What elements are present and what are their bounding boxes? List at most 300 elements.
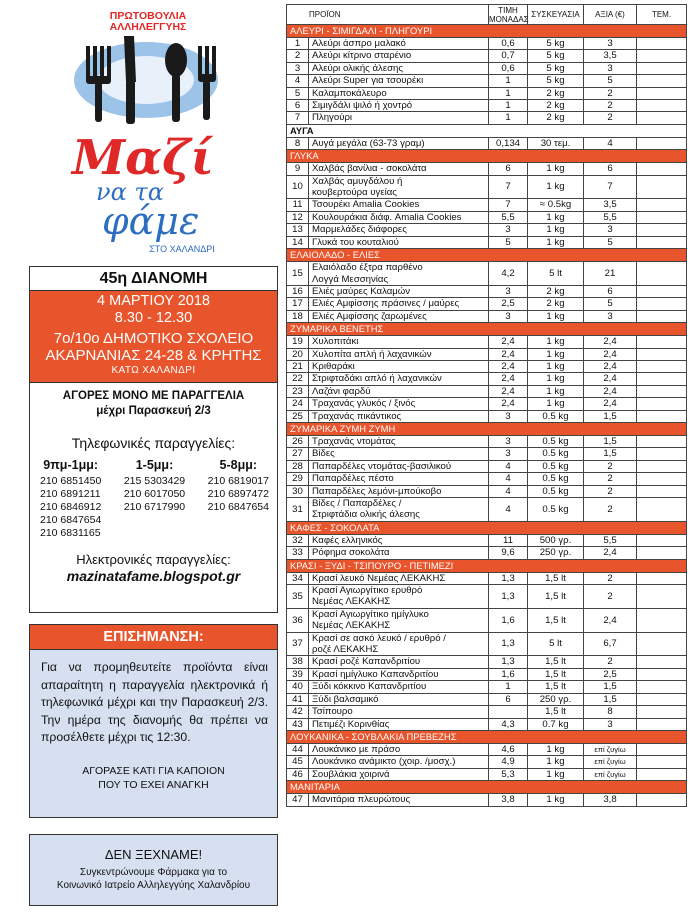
item-qty-input[interactable] (637, 681, 687, 693)
item-value: 3 (584, 718, 637, 730)
remember-header: ΔΕΝ ΞΕΧΝΑΜΕ! (104, 847, 203, 862)
item-number: 6 (287, 100, 309, 112)
item-qty-input[interactable] (637, 485, 687, 497)
item-qty-input[interactable] (637, 398, 687, 410)
item-name-line1: Λουκάνικο με πράσο (312, 743, 401, 755)
item-number: 45 (287, 756, 309, 768)
item-value: 2,4 (584, 336, 637, 348)
item-unit-price: 4 (489, 473, 528, 485)
item-name-line1: Αυγά μεγάλα (63-73 γραμ) (312, 137, 425, 149)
item-unit-price: 1,6 (489, 608, 528, 632)
category-row (287, 323, 687, 336)
item-value: 2,4 (584, 385, 637, 397)
item-qty-input[interactable] (637, 310, 687, 322)
item-package: 5 kg (528, 62, 584, 74)
item-package: 5 kg (528, 75, 584, 87)
item-package: 500 γρ. (528, 534, 584, 546)
table-row (287, 632, 687, 656)
item-name-line1: Πληγούρι (312, 112, 353, 124)
item-name (309, 473, 489, 485)
item-name (309, 373, 489, 385)
phone-number[interactable]: 210 6717990 (123, 501, 186, 513)
table-row (287, 410, 687, 422)
category-row (287, 124, 687, 137)
item-value: 2 (584, 585, 637, 609)
item-qty-input[interactable] (637, 498, 687, 522)
table-row (287, 656, 687, 668)
item-qty-input[interactable] (637, 285, 687, 297)
item-package: 1 kg (528, 756, 584, 768)
category-label: ΖΥΜΑΡΙΚΑ ΖΥΜΗ ΖΥΜΗ (287, 422, 687, 435)
item-number: 7 (287, 112, 309, 124)
item-qty-input[interactable] (637, 224, 687, 236)
item-number: 18 (287, 310, 309, 322)
item-unit-price: 2,4 (489, 348, 528, 360)
item-value: 6,7 (584, 632, 637, 656)
item-name (309, 743, 489, 755)
table-row (287, 743, 687, 755)
item-number: 40 (287, 681, 309, 693)
item-qty-input[interactable] (637, 336, 687, 348)
table-row (287, 298, 687, 310)
item-qty-input[interactable] (637, 410, 687, 422)
item-name-line1: Τραχανάς γλυκός / ξινός (312, 398, 416, 410)
item-qty-input[interactable] (637, 585, 687, 609)
item-unit-price: 1 (489, 112, 528, 124)
item-name-line1: Λαζάνι φαρδύ (312, 385, 371, 397)
table-row (287, 38, 687, 50)
distribution-title: 45η ΔΙΑΝΟΜΗ (30, 267, 277, 291)
item-name-line1: Αλεύρι άσπρο μαλακό (312, 38, 406, 49)
item-qty-input[interactable] (637, 211, 687, 223)
item-number: 11 (287, 199, 309, 211)
phone-number[interactable]: 210 6897472 (207, 488, 269, 500)
item-unit-price: 3 (489, 448, 528, 460)
item-number: 23 (287, 385, 309, 397)
item-name (309, 448, 489, 460)
item-package: 2 kg (528, 112, 584, 124)
item-package: 0.5 kg (528, 498, 584, 522)
item-qty-input[interactable] (637, 743, 687, 755)
table-row (287, 794, 687, 806)
phone-number[interactable]: 210 6017050 (123, 488, 186, 500)
remember-line2: Κοινωνικό Ιατρείο Αλληλεγγύης Χαλανδρίου (56, 880, 251, 891)
item-qty-input[interactable] (637, 175, 687, 199)
item-unit-price: 0,6 (489, 38, 528, 50)
item-number: 3 (287, 62, 309, 74)
table-row (287, 547, 687, 559)
item-qty-input[interactable] (637, 768, 687, 780)
item-number: 38 (287, 656, 309, 668)
item-name-line1: Αλεύρι Super για τσουρέκι (312, 75, 424, 87)
category-row (287, 559, 687, 572)
item-package: 250 γρ. (528, 693, 584, 705)
logo-top-line1: ΠΡΩΤΟΒΟΥΛΙΑ (109, 10, 187, 22)
orders-notice (30, 383, 277, 419)
item-name-line1: Χαλβάς βανίλια - σοκολάτα (312, 163, 427, 175)
phone-column (208, 459, 269, 540)
item-package: 250 γρ. (528, 547, 584, 559)
item-package: 0.5 kg (528, 435, 584, 447)
item-number: 31 (287, 498, 309, 522)
category-row (287, 150, 687, 163)
logo-word3: φάμε (102, 199, 200, 243)
item-name-line1: Πετιμέζι Κορινθίας (312, 718, 390, 730)
item-package: 30 τεμ. (528, 137, 584, 149)
electronic-orders-header: Ηλεκτρονικές παραγγελίες: (76, 552, 231, 567)
item-package: 5 lt (528, 262, 584, 286)
item-qty-input[interactable] (637, 163, 687, 175)
table-row (287, 100, 687, 112)
item-name-line1: Κρασί Αγιωργίτικο ημίγλυκο (312, 608, 429, 620)
item-name (309, 75, 489, 87)
item-value: 1,5 (584, 435, 637, 447)
item-number: 47 (287, 794, 309, 806)
phone-column (124, 459, 185, 540)
item-value: 2,4 (584, 547, 637, 559)
table-row (287, 373, 687, 385)
item-qty-input[interactable] (637, 656, 687, 668)
item-number: 14 (287, 236, 309, 248)
item-number: 13 (287, 224, 309, 236)
phone-number[interactable]: 210 6847654 (207, 501, 269, 513)
item-package: 1 kg (528, 385, 584, 397)
logo-word1: Μαζί (72, 130, 214, 186)
item-qty-input[interactable] (637, 534, 687, 546)
item-name-line1: Τσίπουρο (312, 706, 353, 718)
item-number: 26 (287, 435, 309, 447)
item-qty-input[interactable] (637, 794, 687, 806)
buy-line2: ΠΟΥ ΤΟ ΕΧΕΙ ΑΝΑΓΚΗ (98, 778, 209, 791)
item-name (309, 285, 489, 297)
item-value: 3 (584, 224, 637, 236)
item-package: 0.5 kg (528, 485, 584, 497)
item-qty-input[interactable] (637, 632, 687, 656)
table-row (287, 498, 687, 522)
item-qty-input[interactable] (637, 199, 687, 211)
item-unit-price: 1 (489, 75, 528, 87)
table-row (287, 572, 687, 584)
logo-graphic (62, 6, 252, 258)
item-package: 2 kg (528, 285, 584, 297)
item-name (309, 485, 489, 497)
item-qty-input[interactable] (637, 100, 687, 112)
item-name-line1: Κουλουράκια διάφ. Amalia Cookies (312, 211, 462, 223)
item-name (309, 385, 489, 397)
table-row (287, 706, 687, 718)
item-qty-input[interactable] (637, 608, 687, 632)
item-value: 5 (584, 236, 637, 248)
item-name-line1: Τραχανάς ντομάτας (312, 435, 396, 447)
phone-number[interactable]: 210 6891211 (40, 488, 101, 500)
item-name-line1: Κρασί ροζέ Καπανδριτίου (312, 656, 421, 668)
item-qty-input[interactable] (637, 718, 687, 730)
phone-column-header: 1-5μμ: (135, 458, 174, 472)
item-qty-input[interactable] (637, 348, 687, 360)
phone-column-header: 9πμ-1μμ: (43, 458, 99, 472)
table-row (287, 336, 687, 348)
item-number: 20 (287, 348, 309, 360)
item-name (309, 137, 489, 149)
item-number: 42 (287, 706, 309, 718)
category-label: ΑΥΓΑ (287, 124, 687, 137)
item-unit-price: 7 (489, 199, 528, 211)
item-name-line1: Βίδες (312, 448, 335, 460)
item-package: 0.5 kg (528, 410, 584, 422)
category-row (287, 25, 687, 38)
item-value: 2,4 (584, 398, 637, 410)
table-row (287, 163, 687, 175)
item-name-line1: Ελιές μαύρες Καλαμών (312, 285, 411, 297)
item-name-line1: Κριθαράκι (312, 360, 355, 372)
item-qty-input[interactable] (637, 137, 687, 149)
item-package: 1 kg (528, 236, 584, 248)
item-name (309, 668, 489, 680)
item-name-line1: Στριφταδάκι απλό ή λαχανικών (312, 373, 442, 385)
phone-column-header: 5-8μμ: (219, 458, 258, 472)
table-row (287, 693, 687, 705)
item-name (309, 348, 489, 360)
item-qty-input[interactable] (637, 262, 687, 286)
item-name (309, 498, 489, 522)
item-value: 2 (584, 473, 637, 485)
item-qty-input[interactable] (637, 668, 687, 680)
phone-columns (30, 451, 277, 540)
item-name-line2: ροζέ ΛΕΚΑΚΗΣ (312, 644, 379, 656)
item-name-line1: Αλεύρι ολικής άλεσης (312, 62, 403, 74)
distribution-date: 4 ΜΑΡΤΙΟΥ 2018 (97, 293, 210, 309)
item-number: 22 (287, 373, 309, 385)
item-unit-price: 7 (489, 175, 528, 199)
category-label: ΕΛΑΙΟΛΑΔΟ - ΕΛΙΕΣ (287, 249, 687, 262)
table-row (287, 236, 687, 248)
item-name (309, 360, 489, 372)
logo-top-line2: ΑΛΛΗΛΕΓΓΥΗΣ (109, 21, 187, 33)
phone-number[interactable]: 210 6819017 (207, 475, 269, 487)
item-qty-input[interactable] (637, 75, 687, 87)
product-table-body (287, 25, 687, 807)
item-value: 5,5 (584, 534, 637, 546)
item-package: 1 kg (528, 743, 584, 755)
item-qty-input[interactable] (637, 473, 687, 485)
item-package: 1 kg (528, 211, 584, 223)
phone-number[interactable]: 210 6851450 (40, 475, 102, 487)
item-name-line1: Παπαρδέλες λεμόνι-μπούκοβο (312, 485, 442, 497)
item-name-line2: Λογγά Μεσσηνίας (312, 273, 389, 285)
item-qty-input[interactable] (637, 50, 687, 62)
distribution-time: 8.30 - 12.30 (114, 310, 193, 326)
item-unit-price (489, 706, 528, 718)
item-name-line2: Στριφτάδια ολικής άλεσης (312, 509, 420, 521)
item-unit-price: 5,5 (489, 211, 528, 223)
item-package: 1 kg (528, 360, 584, 372)
item-qty-input[interactable] (637, 112, 687, 124)
item-number: 10 (287, 175, 309, 199)
phone-number[interactable]: 210 6846912 (40, 501, 102, 513)
item-name (309, 336, 489, 348)
item-package: 0.7 kg (528, 718, 584, 730)
notice-text: Για να προμηθευτείτε προϊόντα είναι απαραίτητη η παραγγελία ηλεκτρονικά ή τηλεφωνικά μέχρι και την Παρασκευή 2/3. Την ημέρα της διανομής θα πρέπει να προσέλθετε μέχρι τις 12:30. (41, 660, 268, 744)
item-name-line1: Σουβλάκια χοιρινά (312, 768, 390, 780)
item-qty-input[interactable] (637, 756, 687, 768)
item-value: επί ζυγίω (584, 756, 637, 768)
item-number: 8 (287, 137, 309, 149)
item-unit-price: 4 (489, 460, 528, 472)
item-qty-input[interactable] (637, 460, 687, 472)
item-name-line1: Ξύδι βαλσαμικό (312, 693, 379, 705)
table-row (287, 360, 687, 372)
category-label: ΑΛΕΥΡΙ - ΣΙΜΙΓΔΑΛΙ - ΠΛΗΓΟΥΡΙ (287, 25, 687, 38)
item-name-line1: Αλεύρι κίτρινο σταρένιο (312, 50, 412, 62)
header-product: ΠΡΟΪΟΝ (287, 5, 489, 25)
item-package: 1 kg (528, 310, 584, 322)
item-number: 30 (287, 485, 309, 497)
item-name-line2: Νεμέας ΛΕΚΑΚΗΣ (312, 596, 391, 608)
item-name-line1: Ξύδι κόκκινο Καπανδριτίου (312, 681, 427, 693)
item-value: 2 (584, 460, 637, 472)
item-qty-input[interactable] (637, 87, 687, 99)
item-number: 27 (287, 448, 309, 460)
item-qty-input[interactable] (637, 236, 687, 248)
item-name-line1: Καλαμποκάλευρο (312, 87, 387, 99)
phone-number[interactable]: 210 6847654 (40, 514, 102, 526)
item-package: 0.5 kg (528, 460, 584, 472)
item-package: 1 kg (528, 794, 584, 806)
item-name (309, 224, 489, 236)
item-number: 46 (287, 768, 309, 780)
item-qty-input[interactable] (637, 547, 687, 559)
item-number: 37 (287, 632, 309, 656)
item-value: 2 (584, 498, 637, 522)
item-unit-price: 1,3 (489, 585, 528, 609)
item-unit-price: 3 (489, 285, 528, 297)
item-number: 5 (287, 87, 309, 99)
item-package: 1 kg (528, 348, 584, 360)
item-unit-price: 4,2 (489, 262, 528, 286)
item-number: 9 (287, 163, 309, 175)
item-package: 5 kg (528, 50, 584, 62)
table-row (287, 435, 687, 447)
item-name-line1: Καφές ελληνικός (312, 534, 383, 546)
item-qty-input[interactable] (637, 706, 687, 718)
item-unit-price: 1,3 (489, 632, 528, 656)
item-name (309, 632, 489, 656)
item-qty-input[interactable] (637, 693, 687, 705)
item-unit-price: 3 (489, 410, 528, 422)
category-label: ΛΟΥΚΑΝΙΚΑ - ΣΟΥΒΛΑΚΙΑ ΠΡΕΒΕΖΗΣ (287, 730, 687, 743)
item-unit-price: 2,4 (489, 398, 528, 410)
item-unit-price: 2,5 (489, 298, 528, 310)
item-name (309, 100, 489, 112)
table-row (287, 348, 687, 360)
category-row (287, 422, 687, 435)
item-qty-input[interactable] (637, 62, 687, 74)
item-number: 2 (287, 50, 309, 62)
item-name (309, 236, 489, 248)
item-qty-input[interactable] (637, 385, 687, 397)
item-value: επί ζυγίω (584, 768, 637, 780)
item-package: 1,5 lt (528, 681, 584, 693)
item-package: 5 kg (528, 38, 584, 50)
item-number: 28 (287, 460, 309, 472)
item-number: 15 (287, 262, 309, 286)
item-unit-price: 6 (489, 693, 528, 705)
item-value: 2,4 (584, 608, 637, 632)
item-value: 3,5 (584, 50, 637, 62)
item-value: 3 (584, 310, 637, 322)
table-row (287, 473, 687, 485)
item-number: 33 (287, 547, 309, 559)
item-name (309, 62, 489, 74)
item-value: 2,4 (584, 360, 637, 372)
item-qty-input[interactable] (637, 360, 687, 372)
phone-number[interactable]: 210 6831165 (40, 527, 101, 539)
item-unit-price: 11 (489, 534, 528, 546)
item-number: 24 (287, 398, 309, 410)
table-row (287, 534, 687, 546)
item-value: 5,5 (584, 211, 637, 223)
item-value: 2,4 (584, 373, 637, 385)
item-number: 21 (287, 360, 309, 372)
item-package: 1 kg (528, 373, 584, 385)
table-row (287, 87, 687, 99)
distribution-area: ΚΑΤΩ ΧΑΛΑΝΔΡΙ (111, 365, 196, 376)
item-value: 21 (584, 262, 637, 286)
item-value: 7 (584, 175, 637, 199)
item-value: 3,5 (584, 199, 637, 211)
item-package: 1,5 lt (528, 608, 584, 632)
item-number: 44 (287, 743, 309, 755)
item-unit-price: 3 (489, 310, 528, 322)
item-value: 5 (584, 298, 637, 310)
item-name-line2: κουβερτούρα υγείας (312, 187, 397, 199)
item-name-line1: Ελαιόλαδο έξτρα παρθένο (312, 262, 423, 274)
item-value: 3 (584, 38, 637, 50)
item-qty-input[interactable] (637, 448, 687, 460)
item-value: 5 (584, 75, 637, 87)
table-row (287, 112, 687, 124)
item-name (309, 756, 489, 768)
item-qty-input[interactable] (637, 435, 687, 447)
header-qty: ΤΕΜ. (637, 5, 687, 25)
phone-number[interactable]: 215 5303429 (123, 475, 186, 487)
category-row (287, 730, 687, 743)
table-row (287, 398, 687, 410)
item-unit-price: 9,6 (489, 547, 528, 559)
item-unit-price: 2,4 (489, 373, 528, 385)
item-qty-input[interactable] (637, 373, 687, 385)
distribution-details (30, 291, 277, 383)
blog-link[interactable]: mazinatafame.blogspot.gr (66, 568, 241, 584)
table-row (287, 62, 687, 74)
item-name (309, 310, 489, 322)
item-value: 1,5 (584, 448, 637, 460)
item-name-line1: Κρασί σε ασκό λευκό / ερυθρό / (312, 632, 446, 644)
category-label: ΜΑΝΙΤΑΡΙΑ (287, 781, 687, 794)
item-package: 1,5 lt (528, 706, 584, 718)
item-name (309, 534, 489, 546)
item-package: 1 kg (528, 175, 584, 199)
item-qty-input[interactable] (637, 298, 687, 310)
item-unit-price: 1 (489, 87, 528, 99)
item-number: 43 (287, 718, 309, 730)
item-qty-input[interactable] (637, 38, 687, 50)
item-qty-input[interactable] (637, 572, 687, 584)
item-package: 2 kg (528, 100, 584, 112)
item-unit-price: 1,3 (489, 572, 528, 584)
item-number: 34 (287, 572, 309, 584)
item-name-line1: Παπαρδέλες πέστο (312, 473, 394, 485)
